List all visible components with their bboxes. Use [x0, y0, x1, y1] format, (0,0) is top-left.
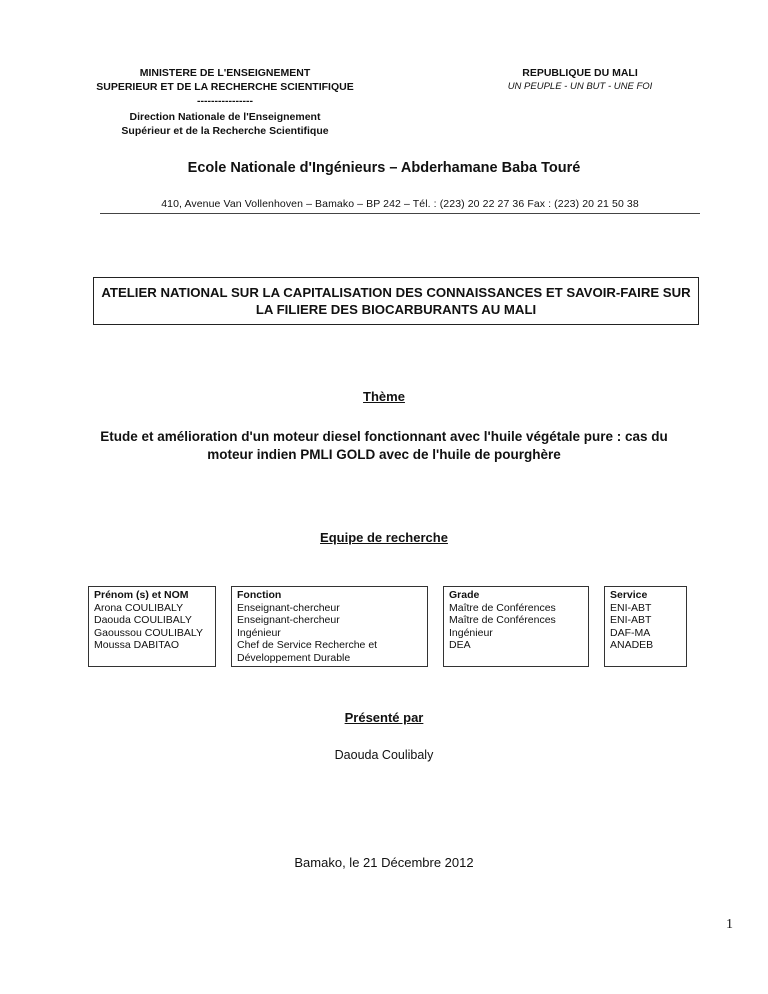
- column-gap: [589, 627, 605, 640]
- team-table-header: [89, 587, 687, 602]
- cell-name: Daouda COULIBALY: [89, 614, 216, 627]
- column-gap: [428, 602, 444, 615]
- column-gap: [428, 587, 444, 602]
- cell-function: Ingénieur: [232, 627, 428, 640]
- theme-subject: [80, 428, 688, 464]
- address-divider: [100, 213, 700, 214]
- cell-function: Chef de Service Recherche et: [232, 639, 428, 652]
- column-header: Grade: [444, 587, 589, 602]
- column-gap: [428, 652, 444, 667]
- workshop-title-box: [93, 277, 699, 325]
- team-table-row: [89, 639, 687, 652]
- ministry-line-2: SUPERIEUR ET DE LA RECHERCHE SCIENTIFIQUE: [96, 81, 354, 93]
- cell-function: Développement Durable: [232, 652, 428, 667]
- team-heading: Equipe de recherche: [320, 530, 448, 545]
- cell-service: [605, 652, 687, 667]
- team-table-row: [89, 627, 687, 640]
- column-header: Prénom (s) et NOM: [89, 587, 216, 602]
- column-gap: [216, 587, 232, 602]
- cell-service: ENI-ABT: [605, 614, 687, 627]
- column-gap: [589, 587, 605, 602]
- cell-grade: Maître de Conférences: [444, 602, 589, 615]
- header-separator: ----------------: [197, 95, 253, 107]
- school-address: 410, Avenue Van Vollenhoven – Bamako – BP 242 – Tél. : (223) 20 22 27 36 Fax : (223) 20 21 50 38: [161, 198, 639, 210]
- column-gap: [216, 614, 232, 627]
- column-gap: [589, 614, 605, 627]
- school-name: Ecole Nationale d'Ingénieurs – Abderhamane Baba Touré: [187, 160, 581, 176]
- column-gap: [216, 602, 232, 615]
- cell-service: ENI-ABT: [605, 602, 687, 615]
- column-gap: [428, 639, 444, 652]
- page-number: 1: [726, 917, 733, 932]
- theme-line-1: Etude et amélioration d'un moteur diesel fonctionnant avec l'huile végétale pure : cas du: [100, 429, 668, 444]
- cell-name: Arona COULIBALY: [89, 602, 216, 615]
- column-gap: [428, 614, 444, 627]
- column-header: Fonction: [232, 587, 428, 602]
- ministry-block: [90, 66, 360, 108]
- column-gap: [216, 639, 232, 652]
- column-gap: [216, 652, 232, 667]
- cell-function: Enseignant-chercheur: [232, 614, 428, 627]
- column-gap: [589, 639, 605, 652]
- cell-grade: Maître de Conférences: [444, 614, 589, 627]
- team-table: [88, 586, 687, 667]
- republic-name: REPUBLIQUE DU MALI: [522, 67, 638, 79]
- republic-motto: UN PEUPLE - UN BUT - UNE FOI: [507, 81, 653, 92]
- workshop-line-2: LA FILIERE DES BIOCARBURANTS AU MALI: [255, 302, 537, 317]
- place-and-date: Bamako, le 21 Décembre 2012: [294, 855, 474, 870]
- cell-function: Enseignant-chercheur: [232, 602, 428, 615]
- cell-grade: DEA: [444, 639, 589, 652]
- republic-block: [470, 66, 690, 94]
- column-gap: [216, 627, 232, 640]
- direction-line-2: Supérieur et de la Recherche Scientifique: [121, 125, 329, 137]
- column-gap: [428, 627, 444, 640]
- team-table-row: [89, 652, 687, 667]
- column-gap: [589, 602, 605, 615]
- theme-line-2: moteur indien PMLI GOLD avec de l'huile de pourghère: [207, 447, 561, 462]
- column-gap: [589, 652, 605, 667]
- direction-block: [90, 110, 360, 138]
- cell-service: ANADEB: [605, 639, 687, 652]
- presenter-name: Daouda Coulibaly: [334, 748, 434, 762]
- team-table-row: [89, 614, 687, 627]
- cell-grade: [444, 652, 589, 667]
- presented-by-heading: Présenté par: [344, 710, 424, 725]
- cell-name: Moussa DABITAO: [89, 639, 216, 652]
- cell-name: Gaoussou COULIBALY: [89, 627, 216, 640]
- cell-grade: Ingénieur: [444, 627, 589, 640]
- theme-heading: Thème: [363, 389, 405, 404]
- ministry-line-1: MINISTERE DE L'ENSEIGNEMENT: [139, 67, 311, 79]
- column-header: Service: [605, 587, 687, 602]
- direction-line-1: Direction Nationale de l'Enseignement: [129, 111, 321, 123]
- cell-service: DAF-MA: [605, 627, 687, 640]
- cell-name: [89, 652, 216, 667]
- workshop-line-1: ATELIER NATIONAL SUR LA CAPITALISATION DES CONNAISSANCES ET SAVOIR-FAIRE SUR: [101, 285, 691, 300]
- team-table-row: [89, 602, 687, 615]
